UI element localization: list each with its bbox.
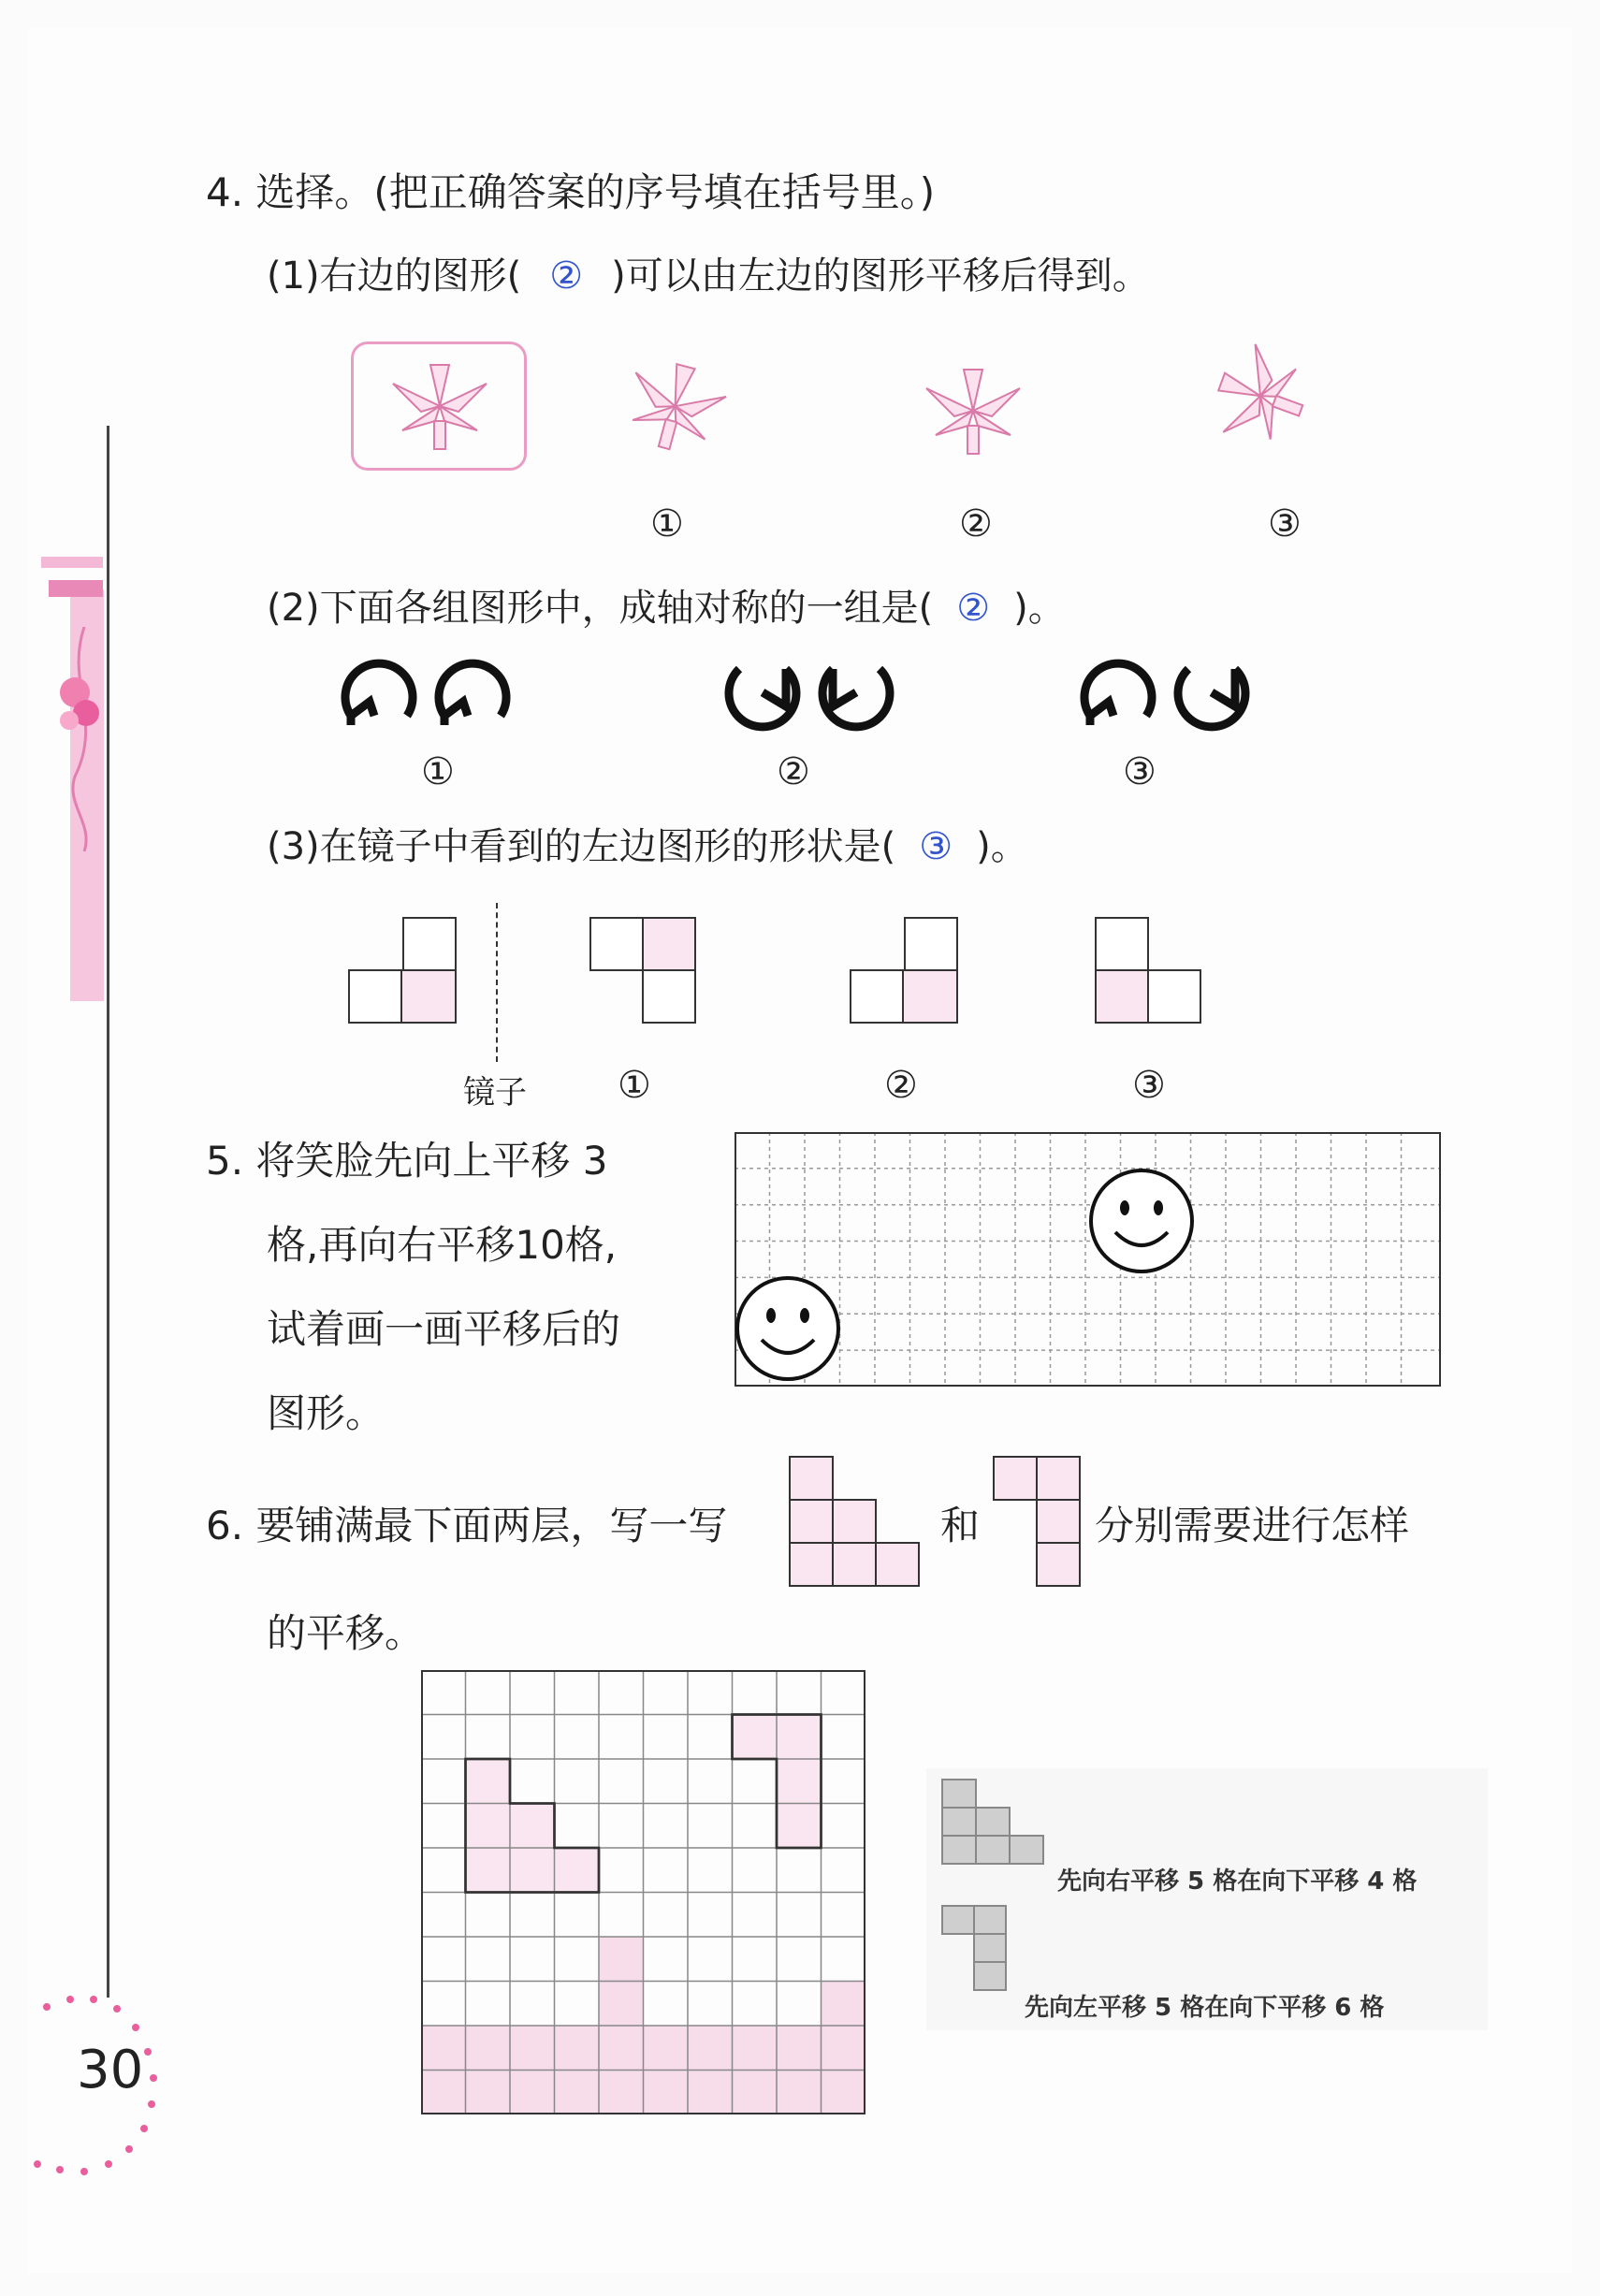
q4-3-line	[267, 825, 1028, 868]
q6-shape-a	[788, 1455, 924, 1591]
mirror-original-cell	[402, 917, 457, 971]
symmetry-shapes	[337, 650, 1291, 744]
q4-2-label-2: ②	[777, 750, 810, 793]
mirror-option-2-cell	[902, 969, 958, 1024]
q4-2-answer: ②	[956, 587, 991, 630]
q4-3-suffix: )。	[976, 825, 1028, 868]
q6-line-1a: 6. 要铺满最下面两层，写一写	[206, 1503, 728, 1548]
answer-2-text: 先向左平移 5 格在向下平移 6 格	[1025, 1994, 1385, 2022]
mirror-original-cell	[400, 969, 457, 1024]
q6-line-2: 的平移。	[267, 1610, 425, 1656]
q4-title: 4. 选择。(把正确答案的序号填在括号里。)	[206, 169, 936, 215]
margin-decoration-mid	[49, 580, 103, 597]
q4-1-suffix: )可以由左边的图形平移后得到。	[611, 254, 1150, 298]
q6-line-1c: 分别需要进行怎样	[1095, 1503, 1410, 1548]
smiley-original-icon	[732, 1272, 844, 1385]
answer-shape-b	[940, 1904, 1015, 1998]
q4-2-suffix: )。	[1013, 587, 1066, 630]
q4-2-line	[267, 587, 1066, 630]
flower-vine-icon	[47, 627, 112, 851]
mirror-option-3-cell	[1147, 969, 1201, 1024]
mirror-option-2-cell	[850, 969, 904, 1024]
q4-1-label-2: ②	[959, 502, 993, 545]
margin-decoration-top	[41, 557, 103, 568]
q4-3-answer: ③	[919, 825, 953, 868]
answer-1-text: 先向右平移 5 格在向下平移 4 格	[1057, 1867, 1418, 1896]
mirror-option-1-cell	[642, 917, 696, 971]
q4-1-answer: ②	[549, 254, 584, 298]
q5-line-2: 格,再向右平移10格,	[267, 1222, 618, 1268]
mirror-label: 镜子	[463, 1074, 527, 1112]
page-number: 30	[77, 2040, 144, 2100]
flower-original-icon	[365, 346, 515, 466]
q4-1-label-3: ③	[1268, 502, 1302, 545]
smiley-translated-icon	[1085, 1165, 1198, 1277]
q5-line-1: 5. 将笑脸先向上平移 3	[206, 1138, 608, 1184]
q4-2-label-3: ③	[1123, 750, 1156, 793]
mirror-option-2-cell	[904, 917, 958, 971]
mirror-original-cell	[348, 969, 402, 1024]
q4-3-label-2: ②	[884, 1064, 918, 1107]
mirror-option-3-cell	[1095, 969, 1149, 1024]
page-number-decoration	[28, 1988, 187, 2213]
q5-line-4: 图形。	[267, 1390, 385, 1436]
q4-1-label-1: ①	[650, 502, 684, 545]
q5-line-3: 试着画一画平移后的	[267, 1306, 621, 1352]
q6-grid	[421, 1670, 865, 2114]
flower-option-3-icon	[1207, 327, 1347, 487]
q4-2-prefix: (2)下面各组图形中，成轴对称的一组是(	[267, 587, 934, 630]
q4-1-prefix: (1)右边的图形(	[267, 254, 522, 298]
flower-option-2-icon	[898, 351, 1048, 472]
mirror-option-1-cell	[589, 917, 644, 971]
q4-3-label-1: ①	[618, 1064, 651, 1107]
mirror-line	[496, 903, 498, 1062]
q4-3-label-3: ③	[1132, 1064, 1166, 1107]
q4-1-line	[267, 254, 1150, 298]
page	[28, 28, 1572, 2274]
q4-2-label-1: ①	[421, 750, 455, 793]
q6-line-1b: 和	[940, 1503, 981, 1548]
flower-option-1-icon	[599, 346, 749, 487]
q6-shape-b	[992, 1455, 1085, 1591]
mirror-option-3-cell	[1095, 917, 1149, 971]
answer-shape-a	[940, 1778, 1053, 1867]
q4-3-prefix: (3)在镜子中看到的左边图形的形状是(	[267, 825, 896, 868]
mirror-option-1-cell	[642, 969, 696, 1024]
